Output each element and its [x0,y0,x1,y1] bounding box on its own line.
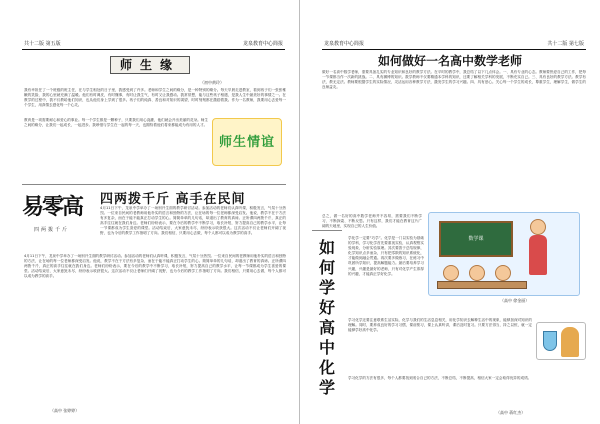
math-article-title: 如何做好一名高中数学老师 [377,54,522,68]
left-header-title: 龙泉教育中心简报 [242,41,283,47]
chemistry-article-text-cont: 学习化学还要注意联系生活实际，化学与我们的生活息息相关，用化学知识去解释生活中的现象，能够加深对知识的理解。同时，要养成良好的学习习惯，课前预习，课上认真听讲，课后及时复习。只要方法得当，持之以恒，就一定能够学好高中化学。 [348,318,532,333]
article-body-text: 4月11日下午，龙泉中学举办了一场别开生面的教学研讨活动。参加活动的老师们认真听课，积极发言，气氛十分热烈。一位来自民间的老教师用他朴实的语言和独特的方法，让在场的每一位老师都深受启发。他说，教学不在于方法有多复杂，而在于能不能真正打动学生的心。简简单单的几句话，却道出了教育的真谛。正所谓四两拨千斤，真正的高手往往就在我们身边。老师们纷纷表示，要在今后的教学中不断学习，取长补短，努力提高自己的教学水平，让每一节课都成为学生喜爱的课堂。活动结束后，大家意犹未尽，纷纷表示收获很大。这次活动不仅让老师们开阔了视野，也为今后的教学工作指明了方向。我们相信，只要用心去做，每个人都可以成为教学的高手。 [24,254,286,279]
right-header-page-number: 共十二版 第七版 [547,41,584,47]
calligraphy-art [22,190,92,248]
student-figure [443,265,459,281]
right-header-title: 龙泉教育中心简报 [324,41,365,47]
calligraphy-small-text: 四两拨千斤 [34,227,70,233]
flask-figure [543,331,557,351]
chemistry-article-text-end: 学习化学的方法有很多，每个人都要找到适合自己的方法，不断总结，不断提高，相信大家一定会取得优异的成绩。 [348,376,532,380]
article-signature: （高中 张婷婷） [50,408,80,413]
chemistry-article-text: 学化学一定要“巧学”。化学是一门以实验为基础的学科，学习化学首先要重视实验，认真观察实验现象，分析实验原理。其次要善于总结规律，化学知识点多而杂，只有把零散的知识系统化，才能做到融会贯通。再次要多做练习，在练习中巩固所学知识，提高解题能力。最后要培养学习兴趣，兴趣是最好的老师，只有对化学产生浓厚的兴趣，才能真正学好化学。 [348,236,424,276]
chalkboard [439,221,513,257]
teacher-head-figure [530,219,546,235]
section-divider [22,184,286,185]
article-intro-text: 我有幸担任了一个班级的班主任，在与学生相处的日子里，我感受到了许多。老师和学生之间的缘分，是一种特别的缘分。每天早晨走进教室，看到孩子们一张张稚嫩的笑脸，我的心里就充满了温暖。他们有时调皮，有时懂事，有时让我生气，有时又让我感动。我常常想，能与这些孩子相遇，是我人生中最美好的事情之一。在教学的过程中，我不仅教给他们知识，也从他们身上学到了很多。孩子们的纯真、善良和对知识的渴望，时时刻刻都在激励着我。作为一名教师，我要用心去爱每一个学生，用真情去感化每一个心灵。 [24,88,286,108]
chemistry-vertical-title: 如何学好高中化学 [318,238,335,397]
classroom-illustration [428,212,580,296]
article-body-text-top: 4月11日下午，龙泉中学举办了一场别开生面的教学研讨活动。参加活动的老师们认真听课，积极发言，气氛十分热烈。一位来自民间的老教师用他朴实的语言和独特的方法，让在场的每一位老师都深受启发。他说，教学不在于方法有多复杂，而在于能不能真正打动学生的心。简简单单的几句话，却道出了教育的真谛。正所谓四两拨千斤，真正的高手往往就在我们身边。老师们纷纷表示，要在今后的教学中不断学习，取长补短，努力提高自己的教学水平，让每一节课都成为学生喜爱的课堂。活动结束后，大家意犹未尽，纷纷表示收获很大。这次活动不仅让老师们开阔了视野，也为今后的教学工作指明了方向。我们相信，只要用心去做，每个人都可以成为教学的高手。 [100,206,286,236]
article-continued-text: 教育是一项需要耐心和爱心的事业。每一个学生都是一颗种子，只要我们用心浇灌，他们就会开出美丽的花朵。师生之间的缘分，让我们一起成长，一起进步。我珍惜与学生在一起的每一天，也期待着他们将来都能成为有用的人才。 [24,118,208,128]
article-banner [110,56,190,74]
teacher-student-picture [212,118,282,166]
student-figure [469,265,485,281]
left-page-header [22,38,285,50]
left-header-page-number: 共十二版 第五版 [24,41,61,47]
right-page-header [322,38,586,50]
math-article-text-cont: 总之，做一名好的高中数学老师并不容易，需要我们不断学习、不断探索、不断反思。只有这样，我们才能在教育这片广阔的天地里，实现自己的人生价值。 [322,214,422,229]
teacher-figure [529,235,547,275]
chemistry-article-signature: （高中 蒋红杰） [496,410,526,415]
right-page [300,0,600,424]
article-headline: 四两拨千斤 高手在民间 [100,192,246,207]
calligraphy-big-text: 易零高 [22,194,83,220]
student-figure [561,327,579,357]
student-figure [495,265,511,281]
article-title: 师生缘 [119,58,180,72]
math-article-text: 做好一名高中数学老师，需要具备扎实的专业知识和良好的教学方法。在平时的教学中，我总结了以下几点体会。一、具有专业的心态。教师要热爱自己的工作，把每一节课都当作一次新的挑战。二、具有渊博的知识。数学教师不仅要精通本学科的知识，还要了解相关学科的发展，不断充实自己。三、具有良好的教学方法。教学有法，教无定法。教师要根据学生的实际情况，灵活运用各种教学方法，激发学生的学习兴趣。四、具有爱心。关心每一个学生的成长，尊重学生，理解学生，做学生的良师益友。 [322,70,586,90]
math-article-signature: （高中 徐金丽） [500,298,530,303]
picture-caption: 师生情谊 [218,135,275,150]
article-byline: （初中黄玲） [200,80,224,85]
classroom-desk [437,281,527,289]
chemistry-illustration [536,322,586,360]
chalkboard-text: 数学课 [468,236,484,242]
section-divider [312,230,342,231]
